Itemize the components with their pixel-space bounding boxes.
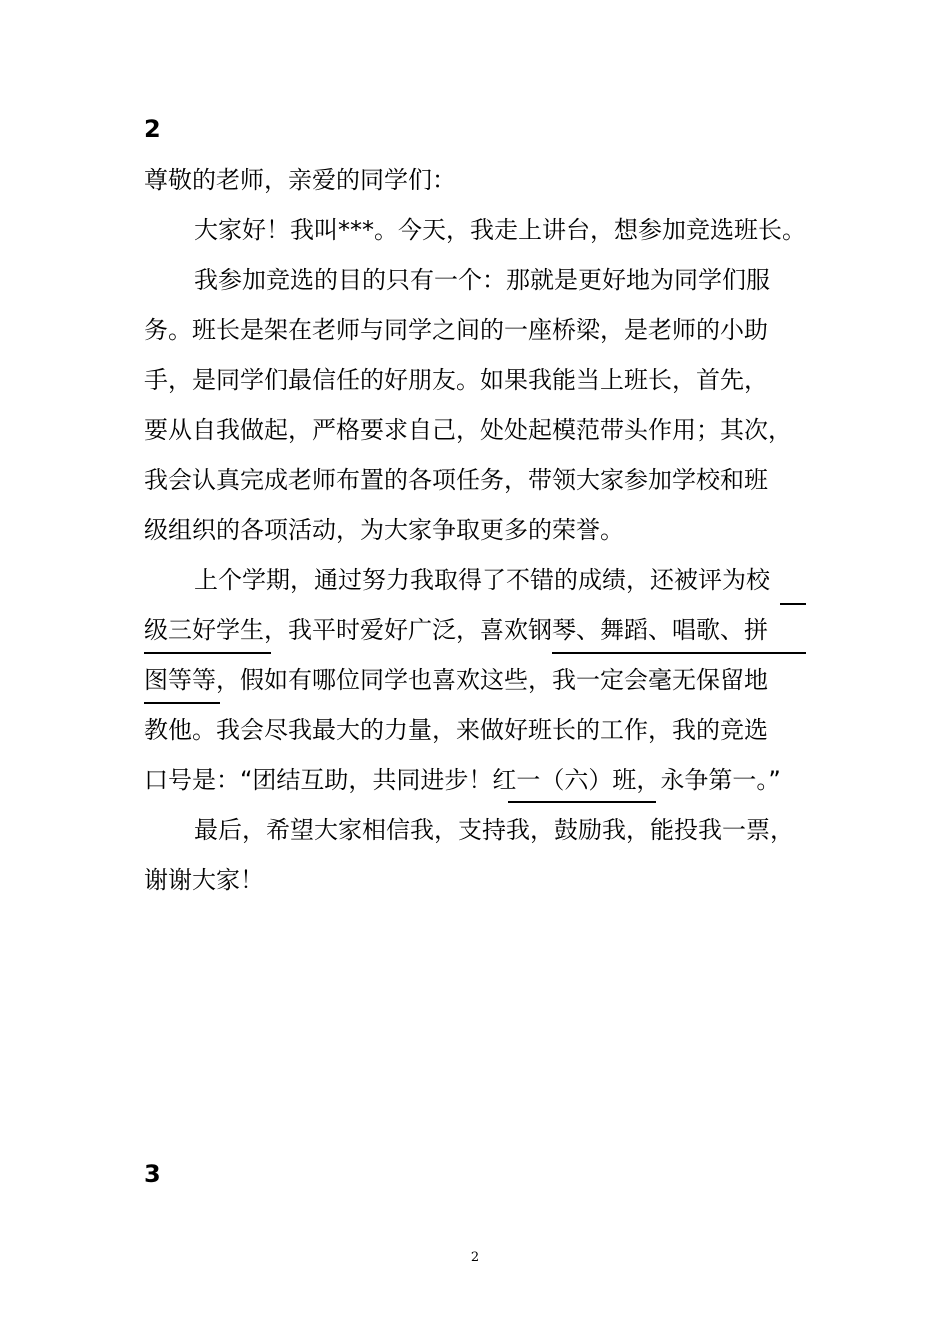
page-number: 2 [470,1250,480,1265]
paragraph-line: 我会认真完成老师布置的各项任务，带领大家参加学校和班 [144,466,768,494]
paragraph-line: 手，是同学们最信任的好朋友。如果我能当上班长，首先， [144,366,768,394]
paragraph-line: 要从自我做起，严格要求自己，处处起模范带头作用；其次， [144,416,792,444]
paragraph-line: 级三好学生，我平时爱好广泛，喜欢钢琴、舞蹈、唱歌、拼 [144,616,768,644]
section-number: 2 [144,115,161,143]
paragraph-line: 大家好！我叫***。今天，我走上讲台，想参加竞选班长。 [194,216,806,244]
closing-line: 谢谢大家！ [144,866,264,894]
salutation: 尊敬的老师，亲爱的同学们： [144,166,456,194]
paragraph-line: 图等等，假如有哪位同学也喜欢这些，我一定会毫无保留地 [144,666,768,694]
underline-mark [780,603,806,605]
paragraph-line: 教他。我会尽我最大的力量，来做好班长的工作，我的竞选 [144,716,768,744]
paragraph-line: 最后，希望大家相信我，支持我，鼓励我，能投我一票， [194,816,794,844]
underline-mark [508,801,656,803]
underline-mark [144,702,220,704]
paragraph-line: 口号是：“团结互助，共同进步！红一（六）班，永争第一。” [144,766,781,794]
paragraph-line: 务。班长是架在老师与同学之间的一座桥梁，是老师的小助 [144,316,768,344]
paragraph-line: 上个学期，通过努力我取得了不错的成绩，还被评为校 [194,566,770,594]
section-number: 3 [144,1160,161,1188]
underline-mark [144,652,271,654]
paragraph-line: 我参加竞选的目的只有一个：那就是更好地为同学们服 [194,266,770,294]
underline-mark [552,652,806,654]
essay-body [144,155,814,905]
paragraph-line: 级组织的各项活动，为大家争取更多的荣誉。 [144,516,624,544]
